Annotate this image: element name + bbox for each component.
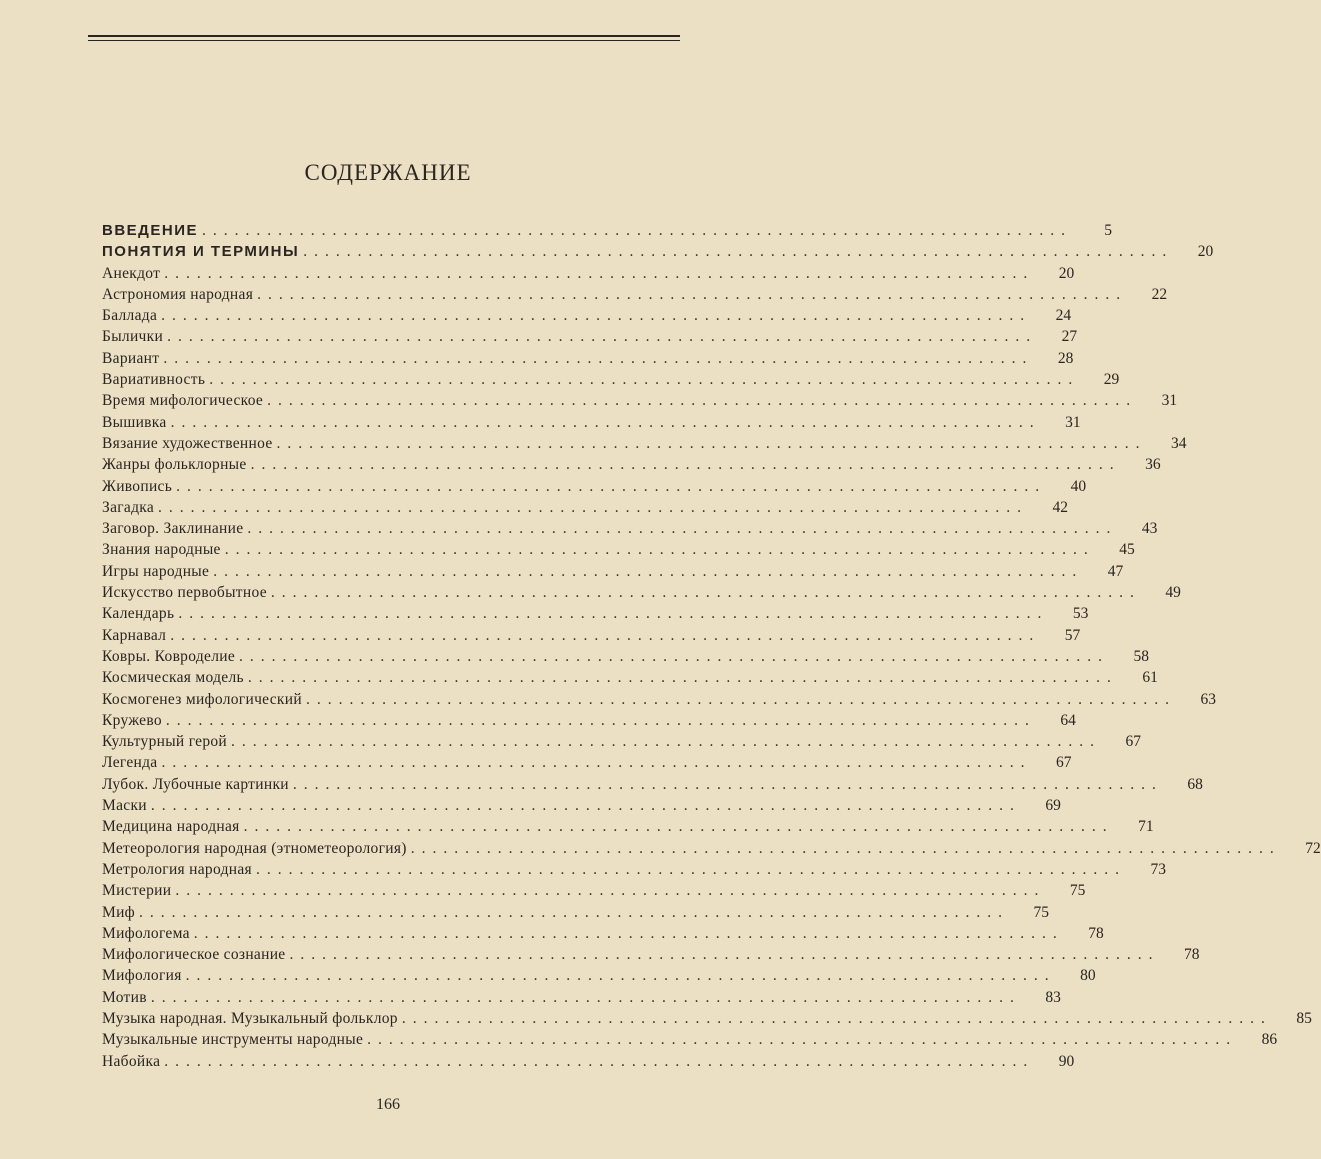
toc-entry bbox=[102, 264, 1075, 286]
toc-entry-label: Миф bbox=[102, 903, 136, 921]
dot-leader: ................................................................................ bbox=[163, 349, 1034, 367]
dot-leader: ................................................................................ bbox=[247, 669, 1118, 687]
toc-entry bbox=[102, 1009, 1312, 1031]
toc-entry-label: Заговор. Заклинание bbox=[102, 520, 244, 538]
toc-entry-page: 67 bbox=[1125, 733, 1142, 751]
toc-entry bbox=[102, 626, 1081, 648]
toc-entry bbox=[102, 222, 1112, 243]
toc-entry-page: 29 bbox=[1103, 371, 1120, 389]
dot-leader: ................................................................................ bbox=[250, 456, 1121, 474]
toc-entry-page: 86 bbox=[1261, 1031, 1278, 1049]
dot-leader: ................................................................................ bbox=[176, 477, 1047, 495]
toc-entry-label: Вариативность bbox=[102, 371, 206, 389]
toc-entry-label: Время мифологическое bbox=[102, 392, 264, 410]
dot-leader: ................................................................................ bbox=[161, 754, 1032, 772]
toc-entry-page: 43 bbox=[1141, 520, 1158, 538]
toc-entry-page: 85 bbox=[1296, 1009, 1312, 1027]
toc-entry-page: 64 bbox=[1060, 711, 1076, 729]
dot-leader: ................................................................................ bbox=[367, 1031, 1238, 1049]
dot-leader: ................................................................................ bbox=[161, 307, 1032, 325]
toc-entry-label: Музыкальные инструменты народные bbox=[102, 1031, 364, 1049]
dot-leader: ................................................................................ bbox=[243, 818, 1114, 836]
toc-entry bbox=[102, 392, 1178, 413]
toc-entry-page: 47 bbox=[1107, 562, 1124, 580]
toc-entry-label: Лубок. Лубочные картинки bbox=[102, 775, 289, 793]
toc-entry-page: 90 bbox=[1058, 1052, 1075, 1070]
dot-leader: ................................................................................ bbox=[201, 222, 1072, 239]
toc-entry-label: Космогенез мифологический bbox=[102, 690, 302, 708]
dot-leader: ................................................................................ bbox=[401, 1009, 1272, 1027]
dot-leader: ................................................................................ bbox=[267, 392, 1138, 410]
dot-leader: ................................................................................ bbox=[185, 967, 1056, 985]
toc-entry-page: 69 bbox=[1045, 797, 1061, 815]
toc-entry-page: 75 bbox=[1069, 882, 1086, 900]
toc-entry-label: Загадка bbox=[102, 498, 155, 516]
dot-leader: ................................................................................ bbox=[305, 690, 1176, 708]
toc-entry-page: 40 bbox=[1070, 477, 1087, 495]
toc-entry-page: 53 bbox=[1072, 605, 1089, 623]
toc-entry-label: Былички bbox=[102, 328, 164, 346]
toc-entry-page: 22 bbox=[1151, 285, 1168, 303]
toc-entry-page: 61 bbox=[1142, 669, 1158, 687]
dot-leader: ................................................................................ bbox=[231, 733, 1102, 751]
toc-entry-label: Астрономия народная bbox=[102, 285, 254, 303]
dot-leader: ................................................................................ bbox=[167, 328, 1038, 346]
toc-entry-page: 67 bbox=[1055, 754, 1072, 772]
toc-entry-page: 57 bbox=[1064, 626, 1081, 644]
toc-entry bbox=[102, 711, 1076, 733]
toc-entry-page: 27 bbox=[1061, 328, 1078, 346]
toc-entry bbox=[102, 1052, 1075, 1074]
toc-entry bbox=[102, 285, 1168, 307]
toc-entry bbox=[102, 605, 1089, 626]
toc-entry-page: 36 bbox=[1145, 456, 1161, 474]
toc-entry bbox=[102, 349, 1074, 371]
dot-leader: ................................................................................ bbox=[257, 285, 1128, 303]
toc-entry-label: Медицина народная bbox=[102, 818, 240, 836]
toc-entry bbox=[102, 647, 1150, 669]
toc-entry-label: Календарь bbox=[102, 605, 175, 623]
toc-entry-label: Карнавал bbox=[102, 626, 167, 644]
toc-entry-label: Космическая модель bbox=[102, 669, 244, 687]
toc-entry-label: Кружево bbox=[102, 711, 162, 729]
toc-entry-label: Набойка bbox=[102, 1052, 161, 1070]
dot-leader: ................................................................................ bbox=[289, 946, 1160, 964]
toc-entry-label: Мифологема bbox=[102, 924, 190, 942]
toc-entry-label: Живопись bbox=[102, 477, 173, 495]
toc-entry-label: Вышивка bbox=[102, 413, 167, 431]
dot-leader: ................................................................................ bbox=[224, 541, 1095, 559]
dot-leader: ................................................................................ bbox=[150, 988, 1021, 1006]
toc-entry bbox=[102, 924, 1104, 946]
header-rule-thick bbox=[88, 35, 680, 37]
dot-leader: ................................................................................ bbox=[270, 584, 1141, 602]
dot-leader: ................................................................................ bbox=[158, 498, 1029, 516]
dot-leader: ................................................................................ bbox=[170, 626, 1041, 644]
toc-entry-label: Искусство первобытное bbox=[102, 584, 267, 602]
toc-entry-label: Маски bbox=[102, 797, 147, 815]
toc-entry-page: 20 bbox=[1197, 243, 1214, 261]
toc-entry-label: Ковры. Ковроделие bbox=[102, 647, 236, 665]
dot-leader: ................................................................................ bbox=[213, 562, 1084, 580]
dot-leader: ................................................................................ bbox=[276, 434, 1147, 452]
toc-entry-page: 71 bbox=[1138, 818, 1154, 836]
toc-entry bbox=[102, 456, 1161, 477]
toc-entry bbox=[102, 307, 1072, 328]
dot-leader: ................................................................................ bbox=[178, 605, 1049, 623]
toc-entry-label: ПОНЯТИЯ И ТЕРМИНЫ bbox=[102, 243, 300, 261]
toc-entry bbox=[102, 498, 1069, 520]
dot-leader: ................................................................................ bbox=[164, 1052, 1035, 1070]
toc-entry bbox=[102, 967, 1096, 988]
toc-entry bbox=[102, 882, 1086, 903]
toc-entry-label: Жанры фольклорные bbox=[102, 456, 247, 474]
toc-entry-label: Баллада bbox=[102, 307, 158, 325]
toc-entry-label: Вариант bbox=[102, 349, 160, 367]
dot-leader: ................................................................................ bbox=[175, 882, 1046, 900]
dot-leader: ................................................................................ bbox=[164, 264, 1035, 282]
toc-entry-page: 68 bbox=[1187, 775, 1203, 793]
toc-entry bbox=[102, 243, 1214, 264]
page-title: СОДЕРЖАНИЕ bbox=[304, 160, 472, 185]
toc-entry-page: 24 bbox=[1055, 307, 1072, 325]
toc-entry-page: 45 bbox=[1119, 541, 1135, 559]
table-of-contents bbox=[102, 222, 1321, 1074]
toc-entry-label: Мифологическое сознание bbox=[102, 946, 286, 964]
toc-entry-label: Метеорология народная (этнометеорология) bbox=[102, 839, 407, 857]
toc-entry-page: 80 bbox=[1080, 967, 1096, 985]
toc-entry bbox=[102, 434, 1187, 456]
toc-entry bbox=[102, 371, 1120, 392]
toc-entry bbox=[102, 669, 1158, 690]
toc-entry bbox=[102, 477, 1087, 499]
dot-leader: ................................................................................ bbox=[170, 413, 1041, 431]
dot-leader: ................................................................................ bbox=[410, 839, 1281, 857]
toc-entry-page: 31 bbox=[1065, 413, 1081, 431]
toc-entry bbox=[102, 328, 1078, 349]
toc-entry bbox=[102, 903, 1050, 925]
toc-entry-page: 73 bbox=[1150, 860, 1166, 878]
toc-entry-page: 34 bbox=[1171, 434, 1187, 452]
toc-entry-page: 58 bbox=[1133, 647, 1150, 665]
toc-entry-label: Игры народные bbox=[102, 562, 210, 580]
dot-leader: ................................................................................ bbox=[255, 860, 1126, 878]
toc-entry bbox=[102, 988, 1061, 1010]
toc-entry-page: 83 bbox=[1045, 988, 1061, 1006]
toc-entry bbox=[102, 733, 1142, 754]
toc-entry-label: Мотив bbox=[102, 988, 147, 1006]
dot-leader: ................................................................................ bbox=[165, 711, 1036, 729]
toc-entry bbox=[102, 839, 1321, 861]
toc-entry bbox=[102, 754, 1072, 775]
dot-leader: ................................................................................ bbox=[209, 371, 1080, 389]
toc-entry-page: 75 bbox=[1033, 903, 1050, 921]
toc-entry bbox=[102, 541, 1135, 562]
toc-entry-label: Мистерии bbox=[102, 882, 172, 900]
dot-leader: ................................................................................ bbox=[292, 775, 1163, 793]
page-number: 166 bbox=[376, 1096, 400, 1113]
dot-leader: ................................................................................ bbox=[303, 243, 1174, 261]
dot-leader: ................................................................................ bbox=[193, 924, 1064, 942]
toc-entry-page: 28 bbox=[1057, 349, 1074, 367]
header-rule-thin bbox=[88, 40, 680, 41]
toc-entry-label: Музыка народная. Музыкальный фольклор bbox=[102, 1009, 398, 1027]
toc-entry-label: Вязание художественное bbox=[102, 434, 273, 452]
toc-entry-page: 31 bbox=[1161, 392, 1178, 410]
dot-leader: ................................................................................ bbox=[239, 647, 1110, 665]
dot-leader: ................................................................................ bbox=[150, 797, 1021, 815]
toc-entry bbox=[102, 946, 1200, 967]
toc-entry bbox=[102, 860, 1166, 882]
toc-entry bbox=[102, 690, 1216, 712]
toc-entry-page: 49 bbox=[1165, 584, 1181, 602]
toc-entry bbox=[102, 1031, 1278, 1052]
toc-entry-page: 63 bbox=[1200, 690, 1216, 708]
toc-entry-label: Знания народные bbox=[102, 541, 221, 559]
dot-leader: ................................................................................ bbox=[247, 520, 1118, 538]
toc-entry-label: ВВЕДЕНИЕ bbox=[102, 222, 198, 239]
toc-entry bbox=[102, 775, 1203, 797]
toc-entry-page: 42 bbox=[1052, 498, 1069, 516]
toc-entry-label: Культурный герой bbox=[102, 733, 228, 751]
toc-entry bbox=[102, 562, 1124, 584]
toc-entry-page: 72 bbox=[1305, 839, 1321, 857]
toc-entry bbox=[102, 413, 1081, 435]
toc-entry-page: 20 bbox=[1058, 264, 1075, 282]
dot-leader: ................................................................................ bbox=[139, 903, 1010, 921]
toc-entry-page: 5 bbox=[1104, 222, 1112, 239]
toc-entry-label: Легенда bbox=[102, 754, 158, 772]
toc-entry-page: 78 bbox=[1183, 946, 1200, 964]
toc-entry-label: Метрология народная bbox=[102, 860, 252, 878]
toc-entry bbox=[102, 584, 1181, 605]
toc-entry bbox=[102, 520, 1158, 541]
toc-entry-label: Анекдот bbox=[102, 264, 161, 282]
toc-entry-label: Мифология bbox=[102, 967, 182, 985]
toc-entry bbox=[102, 818, 1154, 839]
toc-entry-page: 78 bbox=[1088, 924, 1104, 942]
toc-entry bbox=[102, 797, 1061, 818]
